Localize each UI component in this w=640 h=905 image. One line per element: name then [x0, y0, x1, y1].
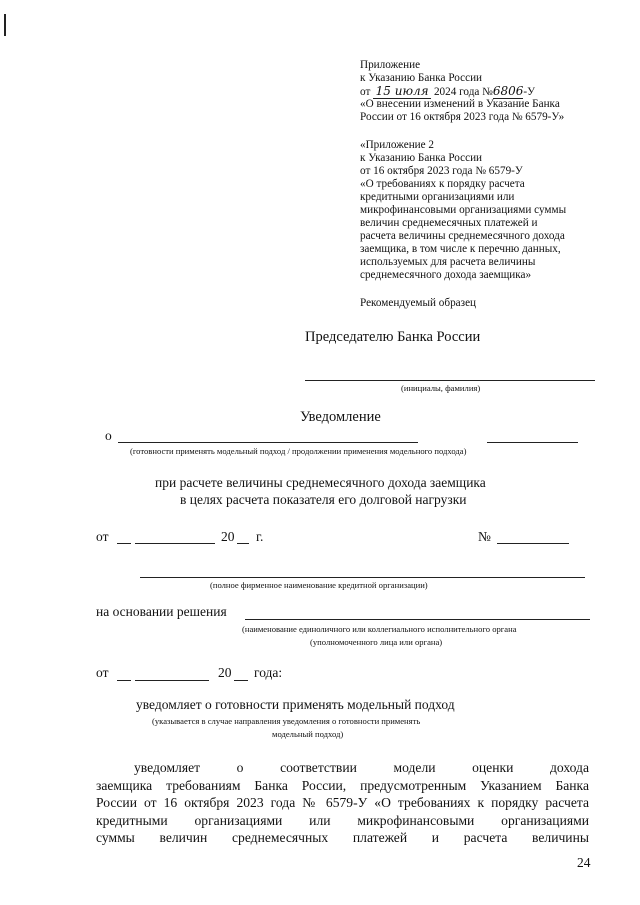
- organization-line: [140, 577, 585, 578]
- about-prefix: о: [105, 428, 112, 443]
- date2-year-label: 20: [218, 665, 232, 680]
- appendix-line1: Приложение: [360, 59, 421, 71]
- organization-caption: (полное фирменное наименование кредитной организации): [210, 580, 428, 590]
- addressee-line: [305, 380, 595, 381]
- calc-line-2: в целях расчета показателя его долговой нагрузки: [180, 492, 467, 507]
- about-line-1: [118, 442, 418, 443]
- date2-day-line: [117, 680, 131, 681]
- appendix2-line: используемых для расчета величины: [360, 256, 536, 268]
- notify-ready: уведомляет о готовности применять модельный подход: [136, 697, 455, 712]
- basis-caption-1: (наименование единоличного или коллегиального исполнительного органа: [242, 624, 517, 634]
- appendix2-line: «О требованиях к порядку расчета: [360, 178, 525, 190]
- appendix-date-prefix: от: [360, 86, 371, 98]
- date-from-label: от: [96, 529, 109, 544]
- appendix-number-handwritten: 6806: [492, 84, 524, 98]
- appendix-line4: «О внесении изменений в Указание Банка: [360, 98, 560, 110]
- date-year-label: 20: [221, 529, 235, 544]
- date-year-suffix: г.: [256, 529, 264, 544]
- appendix-date-line: [360, 85, 535, 99]
- notify-caption-1: (указывается в случае направления уведомления о готовности применять: [152, 716, 421, 726]
- appendix-line5: России от 16 октября 2023 года № 6579-У»: [360, 111, 565, 123]
- appendix2-line: кредитными организациями или: [360, 191, 515, 203]
- number-sign: №: [478, 529, 491, 544]
- appendix2-line: микрофинансовыми организациями суммы: [360, 204, 567, 216]
- compliance-paragraph: [96, 759, 589, 847]
- date-day-line: [117, 543, 131, 544]
- addressee: Председателю Банка России: [305, 329, 481, 345]
- document-title: Уведомление: [300, 409, 381, 425]
- basis-label: на основании решения: [96, 604, 227, 619]
- initials-caption: (инициалы, фамилия): [401, 383, 481, 393]
- date2-year-suffix: года:: [254, 665, 283, 680]
- sample-label: Рекомендуемый образец: [360, 297, 477, 309]
- paragraph-line: суммы величин среднемесячных платежей и расчета величины: [96, 830, 589, 845]
- page-number: 24: [577, 855, 591, 870]
- about-caption: (готовности применять модельный подход / продолжении применения модельного подхода): [130, 446, 467, 456]
- notify-caption-2: модельный подход): [272, 729, 344, 739]
- paragraph-line: кредитными организациями или микрофинансовыми организациями: [96, 812, 589, 828]
- appendix2-line: «Приложение 2: [360, 139, 435, 151]
- margin-mark: [4, 14, 6, 36]
- calc-line-1: при расчете величины среднемесячного дохода заемщика: [155, 475, 486, 490]
- appendix-line2: к Указанию Банка России: [360, 72, 483, 84]
- paragraph-line: заемщика требованиям Банка России, предусмотренным Указанием Банка: [96, 777, 589, 793]
- appendix2-line: от 16 октября 2023 года № 6579-У: [360, 165, 523, 177]
- appendix2-line: заемщика, в том числе к перечню данных,: [360, 243, 561, 255]
- appendix2-line: среднемесячного дохода заемщика»: [360, 269, 532, 281]
- number-line: [497, 543, 569, 544]
- appendix2-line: величин среднемесячных платежей и: [360, 217, 538, 229]
- date-year-line: [237, 543, 249, 544]
- appendix-date-handwritten: 15 июля: [373, 85, 431, 99]
- date2-from-label: от: [96, 665, 109, 680]
- date-month-line: [135, 543, 215, 544]
- appendix2-line: расчета величины среднемесячного дохода: [360, 230, 565, 242]
- basis-line: [245, 619, 590, 620]
- appendix-date-mid: 2024 года №: [433, 86, 493, 98]
- about-line-2: [487, 442, 578, 443]
- date2-year-line: [234, 680, 248, 681]
- appendix2-line: к Указанию Банка России: [360, 152, 483, 164]
- date2-month-line: [135, 680, 209, 681]
- paragraph-line: уведомляет о соответствии модели оценки дохода: [134, 760, 589, 775]
- basis-caption-2: (уполномоченного лица или органа): [310, 637, 443, 647]
- paragraph-line: России от 16 октября 2023 года № 6579-У «О требованиях к порядку расчета: [96, 795, 589, 810]
- appendix-number-suffix: -У: [523, 86, 536, 98]
